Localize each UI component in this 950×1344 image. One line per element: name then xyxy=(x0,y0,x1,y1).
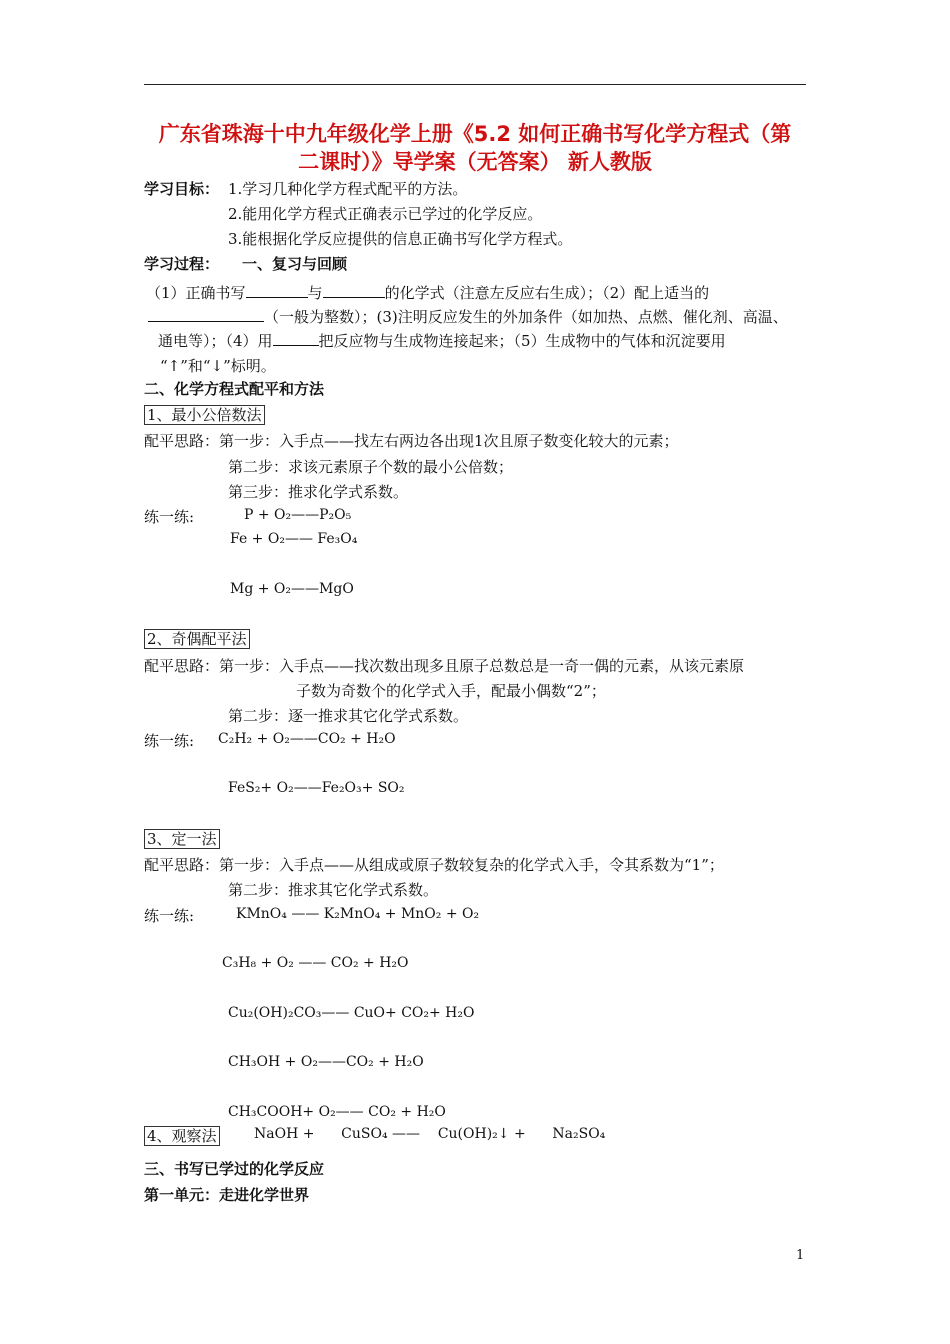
review-line-1: （1）正确书写 与 的化学式（注意左反应右生成）；（2）配上适当的 xyxy=(146,284,710,302)
doc-title-line1: 广东省珠海十中九年级化学上册《5.2 如何正确书写化学方程式（第 xyxy=(158,122,792,146)
section2-heading: 二、化学方程式配平和方法 xyxy=(144,380,325,398)
method2-practice-label: 练一练: xyxy=(144,732,195,750)
method3-step2: 第二步：推求其它化学式系数。 xyxy=(228,881,439,899)
blank-2[interactable] xyxy=(323,283,385,298)
section1-heading: 一、复习与回顾 xyxy=(242,255,348,273)
method3-eq-4: CH₃OH + O₂——CO₂ + H₂O xyxy=(228,1054,424,1070)
method1-step3: 第三步：推求化学式系数。 xyxy=(228,483,409,501)
page-number: 1 xyxy=(796,1248,805,1263)
goal-item-3: 3.能根据化学反应提供的信息正确书写化学方程式。 xyxy=(228,230,573,248)
method3-eq-1: KMnO₄ —— K₂MnO₄ + MnO₂ + O₂ xyxy=(236,906,480,922)
method1-step1: 配平思路：第一步：入手点——找左右两边各出现1次且原子数变化较大的元素； xyxy=(144,432,679,450)
review-line-2: （一般为整数）；(3)注明反应发生的外加条件（如加热、点燃、催化剂、高温、 xyxy=(148,306,788,327)
method2-step1b: 子数为奇数个的化学式入手，配最小偶数“2”； xyxy=(296,682,606,700)
method1-step2: 第二步：求该元素原子个数的最小公倍数； xyxy=(228,458,514,476)
method1-eq-3: Mg + O₂——MgO xyxy=(230,581,354,597)
method2-step1a: 配平思路：第一步：入手点——找次数出现多且原子总数总是一奇一偶的元素，从该元素原 xyxy=(144,657,745,675)
method1-heading: 1、最小公倍数法 xyxy=(144,404,265,425)
method1-eq-2: Fe + O₂—— Fe₃O₄ xyxy=(230,531,358,547)
goals-label: 学习目标： xyxy=(144,180,220,198)
method4-eq: NaOH + CuSO₄ —— Cu(OH)₂↓ + Na₂SO₄ xyxy=(254,1126,606,1142)
method3-eq-5: CH₃COOH+ O₂—— CO₂ + H₂O xyxy=(228,1104,446,1120)
method1-eq-1: P + O₂——P₂O₅ xyxy=(244,507,352,523)
method4-heading: 4、观察法 xyxy=(144,1125,220,1146)
blank-3[interactable] xyxy=(148,307,264,322)
method3-step1: 配平思路：第一步：入手点——从组成或原子数较复杂的化学式入手，令其系数为“1”； xyxy=(144,856,724,874)
goal-item-1: 1.学习几种化学方程式配平的方法。 xyxy=(228,180,468,198)
review-line-3: 通电等）；（4）用 把反应物与生成物连接起来；（5）生成物中的气体和沉淀要用 xyxy=(158,332,726,350)
method2-eq-1: C₂H₂ + O₂——CO₂ + H₂O xyxy=(218,731,396,747)
process-label: 学习过程： xyxy=(144,255,220,273)
method1-practice-label: 练一练: xyxy=(144,508,195,526)
method3-eq-3: Cu₂(OH)₂CO₃—— CuO+ CO₂+ H₂O xyxy=(228,1005,475,1021)
goal-item-2: 2.能用化学方程式正确表示已学过的化学反应。 xyxy=(228,205,543,223)
method2-step2: 第二步：逐一推求其它化学式系数。 xyxy=(228,707,469,725)
method3-eq-2: C₃H₈ + O₂ —— CO₂ + H₂O xyxy=(222,955,409,971)
section3-heading: 三、书写已学过的化学反应 xyxy=(144,1160,325,1178)
header-rule xyxy=(144,84,806,85)
method2-eq-2: FeS₂+ O₂——Fe₂O₃+ SO₂ xyxy=(228,780,405,796)
method2-heading: 2、奇偶配平法 xyxy=(144,628,250,649)
method3-heading: 3、定一法 xyxy=(144,828,220,849)
unit1-heading: 第一单元：走进化学世界 xyxy=(144,1186,310,1204)
blank-4[interactable] xyxy=(273,331,319,346)
method3-practice-label: 练一练: xyxy=(144,907,195,925)
blank-1[interactable] xyxy=(246,283,308,298)
doc-title-line2: 二课时）》导学案（无答案） 新人教版 xyxy=(298,150,652,174)
review-line-4: “↑”和“↓”标明。 xyxy=(160,357,276,375)
